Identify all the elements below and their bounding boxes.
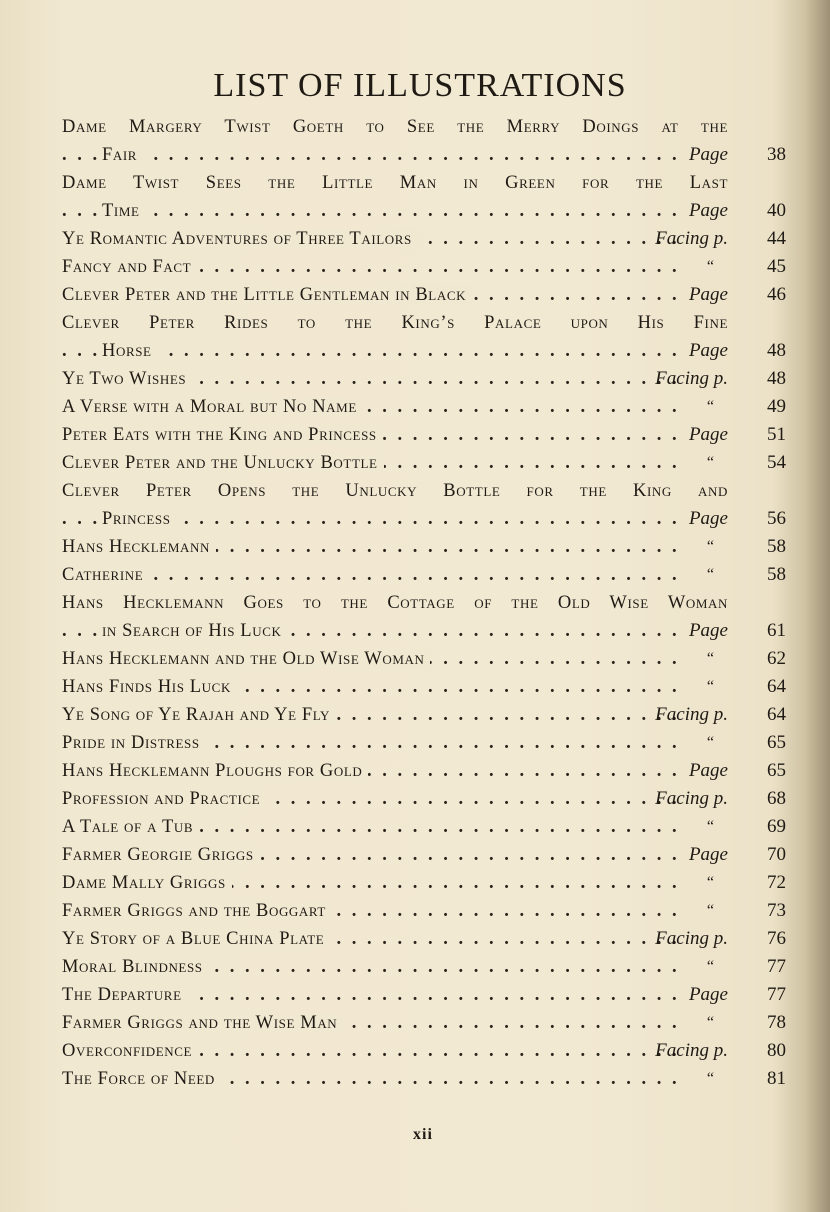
- entry-title-line: [62, 141, 784, 169]
- entry-title: Princess: [102, 509, 177, 529]
- entry-title: Moral Blindness: [62, 957, 209, 977]
- ditto-mark: “: [706, 902, 714, 919]
- entry-title-line: [62, 953, 784, 981]
- list-item: [62, 309, 784, 365]
- entry-title: A Verse with a Moral but No Name: [62, 397, 363, 417]
- entry-title-line: [62, 757, 784, 785]
- list-item: [62, 477, 784, 533]
- page-type-label: Facing p.: [655, 928, 728, 949]
- list-item: [62, 1037, 784, 1065]
- entry-title-line: [62, 1065, 784, 1093]
- page-type-label: Facing p.: [655, 1040, 728, 1061]
- page-number: 45: [767, 256, 786, 277]
- entry-title: Farmer Griggs and the Boggart: [62, 901, 332, 921]
- entry-title: Hans Hecklemann and the Old Wise Woman: [62, 649, 430, 669]
- entry-title: The Departure: [62, 985, 188, 1005]
- list-item: [62, 925, 784, 953]
- ditto-mark: “: [706, 678, 714, 695]
- ditto-mark: “: [706, 818, 714, 835]
- entry-title: Time: [102, 201, 146, 221]
- ditto-mark: “: [706, 1070, 714, 1087]
- entry-title-line: [62, 1009, 784, 1037]
- list-item: [62, 869, 784, 897]
- list-item: [62, 1065, 784, 1093]
- entry-title-line: [62, 561, 784, 589]
- entry-title-line-wrapped: Clever Peter Opens the Unlucky Bottle for the King and: [62, 481, 728, 501]
- list-item: [62, 841, 784, 869]
- entry-title-line: [62, 897, 784, 925]
- entry-title: Horse: [102, 341, 158, 361]
- entry-title: Clever Peter and the Little Gentleman in Black: [62, 285, 472, 305]
- page-type-label: Facing p.: [655, 368, 728, 389]
- entry-title-line: [62, 533, 784, 561]
- ditto-mark: “: [706, 566, 714, 583]
- entry-title: Ye Song of Ye Rajah and Ye Fly: [62, 705, 336, 725]
- entry-title-line: [62, 393, 784, 421]
- list-item: [62, 421, 784, 449]
- entry-title-line: [62, 449, 784, 477]
- page-number: 51: [767, 424, 786, 445]
- ditto-mark: “: [706, 650, 714, 667]
- entry-title-line: [62, 925, 784, 953]
- page-number: 40: [767, 200, 786, 221]
- list-item: [62, 561, 784, 589]
- page-number: 49: [767, 396, 786, 417]
- page-number: 77: [767, 984, 786, 1005]
- entry-title-line: [62, 617, 784, 645]
- list-item: [62, 785, 784, 813]
- entry-title-line: [62, 813, 784, 841]
- list-item: [62, 589, 784, 645]
- entry-title-line: [62, 365, 784, 393]
- entry-title: Ye Two Wishes: [62, 369, 192, 389]
- entry-title-line: [62, 281, 784, 309]
- entry-title: Peter Eats with the King and Princess: [62, 425, 383, 445]
- entry-title-line-wrapped: Hans Hecklemann Goes to the Cottage of the Old Wise Woman: [62, 593, 728, 613]
- page-type-label: Page: [688, 284, 728, 305]
- page-type-label: Page: [688, 620, 728, 641]
- entry-title-line: [62, 225, 784, 253]
- entry-title-line-wrapped: Dame Margery Twist Goeth to See the Merry Doings at the: [62, 117, 728, 137]
- page-type-label: Page: [688, 760, 728, 781]
- entry-title: Clever Peter and the Unlucky Bottle: [62, 453, 384, 473]
- page-number: 65: [767, 732, 786, 753]
- list-item: [62, 813, 784, 841]
- entry-title: Fair: [102, 145, 143, 165]
- entry-title-line: [62, 645, 784, 673]
- list-item: [62, 1009, 784, 1037]
- entry-title: Ye Story of a Blue China Plate: [62, 929, 330, 949]
- entry-title-line: [62, 505, 784, 533]
- page-type-label: Facing p.: [655, 704, 728, 725]
- entry-title-line: [62, 421, 784, 449]
- page-number: 58: [767, 536, 786, 557]
- page-number: 38: [767, 144, 786, 165]
- entry-title: A Tale of a Tub: [62, 817, 199, 837]
- ditto-mark: “: [706, 454, 714, 471]
- entry-title: Fancy and Fact: [62, 257, 197, 277]
- entry-title: The Force of Need: [62, 1069, 221, 1089]
- entry-title-line-wrapped: Dame Twist Sees the Little Man in Green for the Last: [62, 173, 728, 193]
- page-title: LIST OF ILLUSTRATIONS: [213, 66, 627, 104]
- page-type-label: Page: [688, 340, 728, 361]
- ditto-mark: “: [706, 874, 714, 891]
- entry-title-line: [62, 729, 784, 757]
- entry-title: Ye Romantic Adventures of Three Tailors: [62, 229, 418, 249]
- entry-title: Hans Finds His Luck: [62, 677, 237, 697]
- page-number: 65: [767, 760, 786, 781]
- list-item: [62, 757, 784, 785]
- entry-title-line: [62, 785, 784, 813]
- list-item: [62, 393, 784, 421]
- page-number: 46: [767, 284, 786, 305]
- entry-title: Pride in Distress: [62, 733, 206, 753]
- list-item: [62, 701, 784, 729]
- ditto-mark: “: [706, 1014, 714, 1031]
- list-item: [62, 365, 784, 393]
- dot-leader: [62, 561, 688, 589]
- page-number: 80: [767, 1040, 786, 1061]
- page-number: 48: [767, 340, 786, 361]
- page-number: 69: [767, 816, 786, 837]
- page-type-label: Page: [688, 508, 728, 529]
- ditto-mark: “: [706, 734, 714, 751]
- entry-title: Profession and Practice: [62, 789, 266, 809]
- page-type-label: Facing p.: [655, 228, 728, 249]
- entry-title-line: [62, 841, 784, 869]
- page-number: 72: [767, 872, 786, 893]
- page-number: 64: [767, 704, 786, 725]
- page-number: 48: [767, 368, 786, 389]
- page-number: 56: [767, 508, 786, 529]
- list-item: [62, 645, 784, 673]
- list-item: [62, 225, 784, 253]
- entry-title: Farmer Georgie Griggs: [62, 845, 260, 865]
- entry-title-line: [62, 673, 784, 701]
- illustrations-list: [62, 113, 784, 1093]
- page-number: 77: [767, 956, 786, 977]
- page-number: 64: [767, 676, 786, 697]
- ditto-mark: “: [706, 258, 714, 275]
- list-item: [62, 981, 784, 1009]
- list-item: [62, 253, 784, 281]
- list-item: [62, 113, 784, 169]
- list-item: [62, 729, 784, 757]
- list-item: [62, 673, 784, 701]
- page-number: 76: [767, 928, 786, 949]
- entry-title: Catherine: [62, 565, 149, 585]
- entry-title-line-wrapped: Clever Peter Rides to the King’s Palace upon His Fine: [62, 313, 728, 333]
- dot-leader: [62, 197, 688, 225]
- page-number: 61: [767, 620, 786, 641]
- page-number: 81: [767, 1068, 786, 1089]
- entry-title-line: [62, 701, 784, 729]
- page-number: 70: [767, 844, 786, 865]
- entry-title-line: [62, 869, 784, 897]
- page-type-label: Page: [688, 200, 728, 221]
- page-number: 73: [767, 900, 786, 921]
- ditto-mark: “: [706, 398, 714, 415]
- page-number: 44: [767, 228, 786, 249]
- ditto-mark: “: [706, 538, 714, 555]
- page-number: 58: [767, 564, 786, 585]
- entry-title-line: [62, 337, 784, 365]
- list-item: [62, 533, 784, 561]
- dot-leader: [62, 141, 688, 169]
- entry-title: Farmer Griggs and the Wise Man: [62, 1013, 343, 1033]
- page-type-label: Page: [688, 844, 728, 865]
- page-type-label: Page: [688, 424, 728, 445]
- list-item: [62, 449, 784, 477]
- ditto-mark: “: [706, 958, 714, 975]
- page-type-label: Facing p.: [655, 788, 728, 809]
- entry-title: Hans Hecklemann Ploughs for Gold: [62, 761, 368, 781]
- list-item: [62, 281, 784, 309]
- entry-title-line: [62, 253, 784, 281]
- entry-title: Dame Mally Griggs: [62, 873, 232, 893]
- page-type-label: Page: [688, 144, 728, 165]
- entry-title-line: [62, 981, 784, 1009]
- page-number: 68: [767, 788, 786, 809]
- page-number: 62: [767, 648, 786, 669]
- entry-title-line: [62, 197, 784, 225]
- entry-title: in Search of His Luck: [102, 621, 287, 641]
- list-item: [62, 953, 784, 981]
- entry-title: Overconfidence: [62, 1041, 198, 1061]
- entry-title: Hans Hecklemann: [62, 537, 216, 557]
- page-type-label: Page: [688, 984, 728, 1005]
- entry-title-line: [62, 1037, 784, 1065]
- list-item: [62, 897, 784, 925]
- page-folio: xii: [413, 1126, 433, 1143]
- page-number: 54: [767, 452, 786, 473]
- list-item: [62, 169, 784, 225]
- page-number: 78: [767, 1012, 786, 1033]
